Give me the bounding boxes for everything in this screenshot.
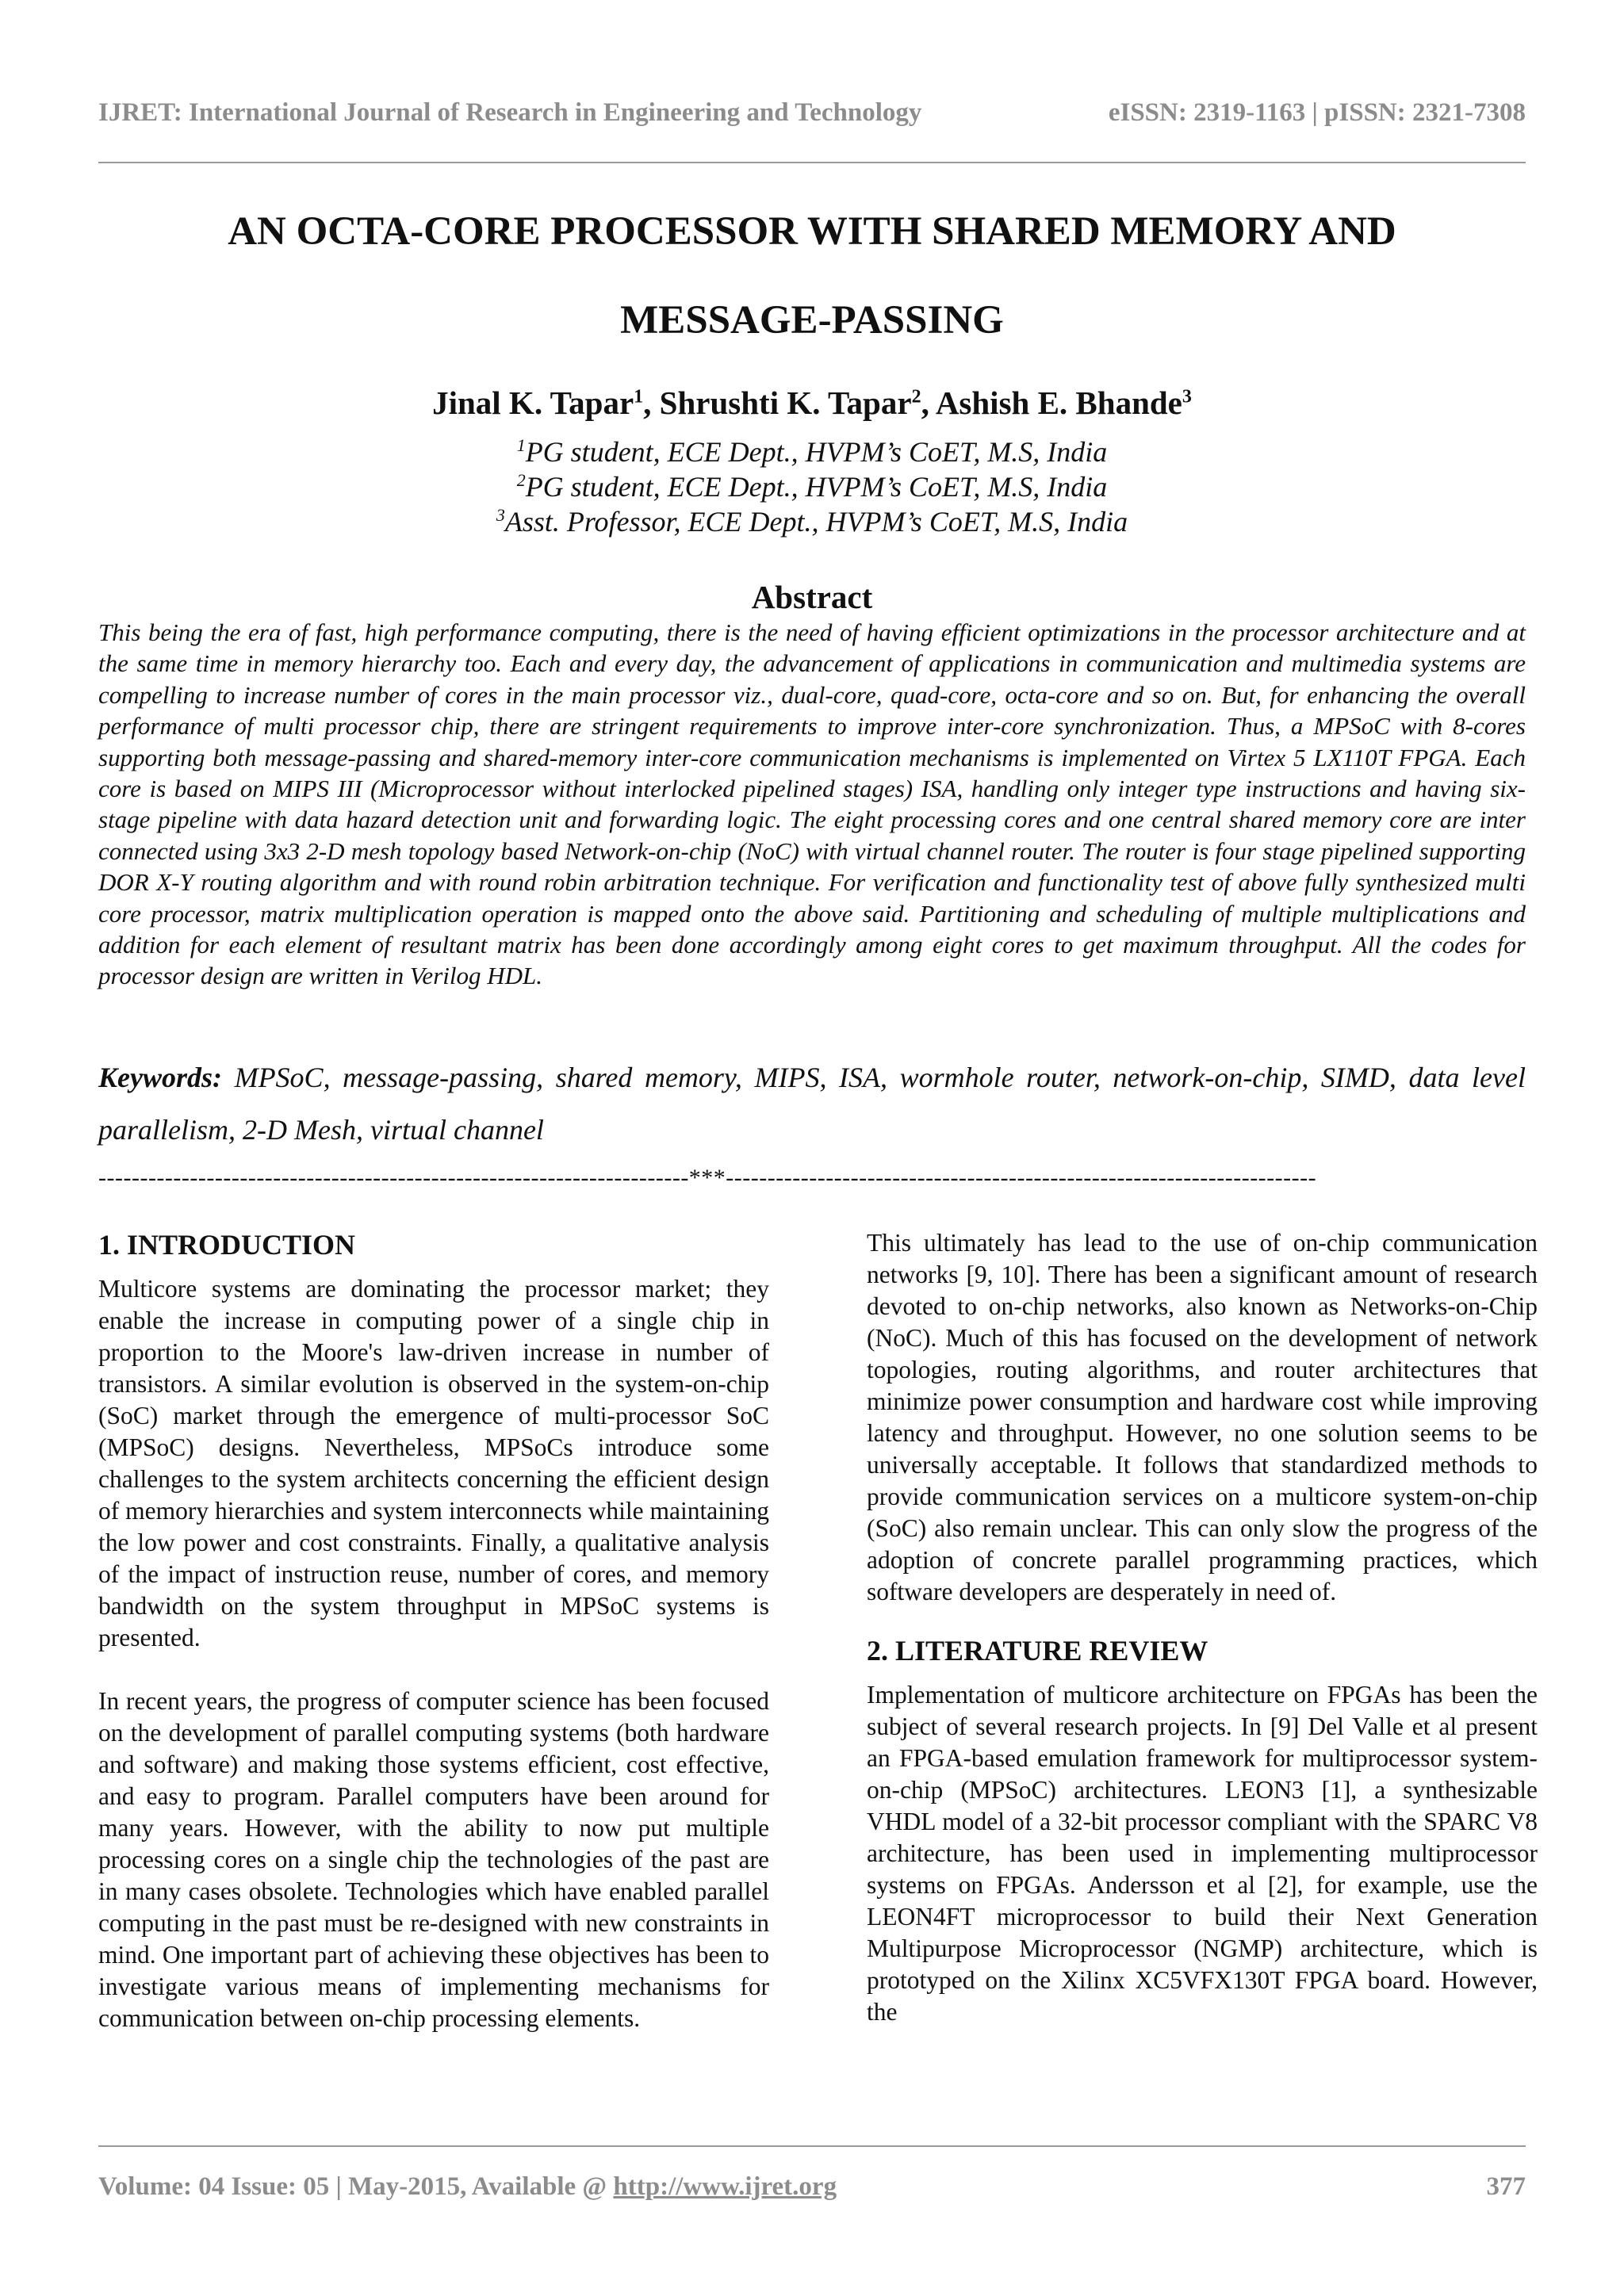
affiliation-line <box>98 434 1526 469</box>
affiliation-list <box>98 434 1526 539</box>
affiliation-text: Asst. Professor, ECE Dept., HVPM’s CoET, M.S, India <box>504 506 1128 538</box>
affiliation-text: PG student, ECE Dept., HVPM’s CoET, M.S, India <box>525 436 1108 468</box>
literature-review-heading: 2. LITERATURE REVIEW <box>867 1635 1208 1667</box>
issn-header: eISSN: 2319-1163 | pISSN: 2321-7308 <box>1108 98 1526 127</box>
journal-link[interactable]: http://www.ijret.org <box>613 2172 837 2201</box>
title-line-1: AN OCTA-CORE PROCESSOR WITH SHARED MEMORY AND <box>228 209 1396 254</box>
paper-title <box>98 187 1526 365</box>
left-column <box>98 1227 769 2034</box>
author-mark: 3 <box>1182 386 1192 408</box>
affiliation-mark: 1 <box>516 435 526 455</box>
abstract-heading: Abstract <box>751 579 873 615</box>
affiliation-mark: 2 <box>516 470 526 490</box>
introduction-heading: 1. INTRODUCTION <box>98 1229 356 1261</box>
right-column <box>867 1227 1538 2028</box>
affiliation-line <box>98 469 1526 504</box>
section-separator: -----------------------------------------------------------------------***----------------------------------------------------------------------- <box>98 1165 1317 1191</box>
affiliation-mark: 3 <box>496 505 505 525</box>
author-separator: , <box>643 385 660 421</box>
affiliation-line <box>98 504 1526 539</box>
author-name: Ashish E. Bhande <box>935 385 1182 421</box>
journal-header: IJRET: International Journal of Research in Engineering and Technology <box>98 98 922 127</box>
intro-paragraph-3: This ultimately has lead to the use of on-chip communication networks [9, 10]. There has been a significant amount of research devoted to on-chip networks, also known as Networks-on-Chip (NoC). Much of this has focused on the development of network topologies, routing algorithms, and router architectures that minimize power consumption and hardware cost while improving latency and throughput. However, no one solution seems to be universally acceptable. It follows that standardized methods to provide communication services on a multicore system-on-chip (SoC) also remain unclear. This can only slow the progress of the adoption of concrete parallel programming practices, which software developers are desperately in need of. <box>867 1229 1538 1605</box>
author-separator: , <box>921 385 936 421</box>
keywords-label: Keywords: <box>98 1062 222 1093</box>
footer-volume <box>98 2172 837 2202</box>
author-list <box>98 381 1526 425</box>
intro-paragraph-2: In recent years, the progress of computer science has been focused on the development of parallel computing systems (both hardware and software) and making those systems efficient, cost effective, and easy to program. Parallel computers have been around for many years. However, with the ability to now put multiple processing cores on a single chip the technologies of the past are in many cases obsolete. Technologies which have enabled parallel computing in the past must be re-designed with new constraints in mind. One important part of achieving these objectives has been to investigate various means of implementing mechanisms for communication between on-chip processing elements. <box>98 1687 769 2032</box>
footer-volume-text: Volume: 04 Issue: 05 | May-2015, Available @ <box>98 2172 614 2201</box>
literature-paragraph-1: Implementation of multicore architecture on FPGAs has been the subject of several research projects. In [9] Del Valle et al present an FPGA-based emulation framework for multiprocessor system-on-chip (MPSoC) architectures. LEON3 [1], a synthesizable VHDL model of a 32-bit processor compliant with the SPARC V8 architecture, has been used in implementing multiprocessor systems on FPGAs. Andersson et al [2], for example, use the LEON4FT microprocessor to build their Next Generation Multipurpose Microprocessor (NGMP) architecture, which is prototyped on the Xilinx XC5VFX130T FPGA board. However, the <box>867 1681 1538 2026</box>
author-mark: 1 <box>634 386 644 408</box>
abstract-text: This being the era of fast, high performance computing, there is the need of having efficient optimizations in the processor architecture and at the same time in memory hierarchy too. Each and every day, the advancement of applications in communication and multimedia systems are compelling to increase number of cores in the main processor viz., dual-core, quad-core, octa-core and so on. But, for enhancing the overall performance of multi processor chip, there are stringent requirements to improve inter-core synchronization. Thus, a MPSoC with 8-cores supporting both message-passing and shared-memory inter-core communication mechanisms is implemented on Virtex 5 LX110T FPGA. Each core is based on MIPS III (Microprocessor without interlocked pipelined stages) ISA, handling only integer type instructions and having six-stage pipeline with data hazard detection unit and forwarding logic. The eight processing cores and one central shared memory core are inter connected using 3x3 2-D mesh topology based Network-on-chip (NoC) with virtual channel router. The router is four stage pipelined supporting DOR X-Y routing algorithm and with round robin arbitration technique. For verification and functionality test of above fully synthesized multi core processor, matrix multiplication operation is mapped onto the above said. Partitioning and scheduling of multiple multiplications and addition for each element of resultant matrix has been done accordingly among eight cores to get maximum throughput. All the codes for processor design are written in Verilog HDL. <box>98 618 1526 990</box>
intro-paragraph-1: Multicore systems are dominating the processor market; they enable the increase in computing power of a single chip in proportion to the Moore's law-driven increase in number of transistors. A similar evolution is observed in the system-on-chip (SoC) market through the emergence of multi-processor SoC (MPSoC) designs. Nevertheless, MPSoCs introduce some challenges to the system architects concerning the efficient design of memory hierarchies and system interconnects while maintaining the low power and cost constraints. Finally, a qualitative analysis of the impact of instruction reuse, number of cores, and memory bandwidth on the system throughput in MPSoC systems is presented. <box>98 1275 769 1651</box>
author-name: Jinal K. Tapar <box>432 385 634 421</box>
keywords <box>98 1051 1526 1156</box>
author-mark: 2 <box>911 386 921 408</box>
footer-rule <box>98 2145 1526 2147</box>
section-spacer <box>867 1608 1538 1633</box>
keywords-text: MPSoC, message-passing, shared memory, MIPS, ISA, wormhole router, network-on-chip, SIMD, data level parallelism, 2-D Mesh, virtual channel <box>98 1062 1526 1146</box>
author-name: Shrushti K. Tapar <box>659 385 912 421</box>
paragraph-spacer <box>98 1654 769 1686</box>
title-line-2: MESSAGE-PASSING <box>620 298 1004 342</box>
header-rule <box>98 162 1526 163</box>
affiliation-text: PG student, ECE Dept., HVPM’s CoET, M.S, India <box>525 471 1108 503</box>
page-number: 377 <box>1486 2172 1526 2201</box>
